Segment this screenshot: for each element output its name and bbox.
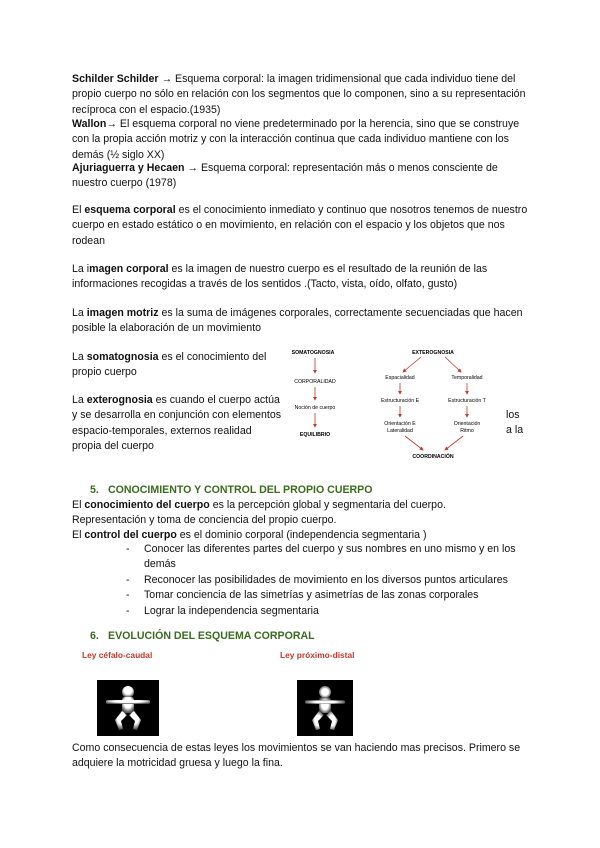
wallon-definition: Wallon→ El esquema corporal no viene predeterminado por la herencia, sino que se construye con la propia acción motriz y con la interacción continua que cada individuo mantiene con los demás (½ siglo XX) — [72, 118, 520, 161]
equilibrio-label: EQUILIBRIO — [299, 432, 331, 438]
section5-p2: Representación y toma de conciencia del propio cuerpo. — [72, 514, 337, 526]
ajuriaguerra-definition: Ajuriaguerra y Hecaen → Esquema corporal: representación más o menos consciente de nuestro cuerpo (1978) — [72, 162, 498, 190]
imagen-term: magen corporal — [89, 263, 169, 275]
nocion-label: Noción de cuerpo — [294, 405, 336, 411]
wallon-name: Wallon — [72, 118, 107, 130]
corporalidad-label: CORPORALIDAD — [294, 379, 336, 385]
esquema-corporal-paragraph: El esquema corporal es el conocimiento inmediato y continuo que nosotros tenemos de nuestro cuerpo en estado estático o en movimiento, en relación con el espacio y los objetos que nos rodean — [72, 204, 528, 247]
arrow-5 — [445, 357, 461, 372]
body-silhouette-icon — [297, 680, 353, 736]
proximo-distal-figure — [297, 680, 353, 736]
temporalidad-label: Temporalidad — [451, 375, 483, 381]
exterognosia-label: EXTEROGNOSIA — [412, 350, 454, 356]
exterognosia-tail-ala: a la — [506, 424, 524, 436]
cefalo-caudal-figure — [97, 680, 159, 736]
somatognosia-label: SOMATOGNOSIA — [291, 350, 335, 356]
estructuracion-e-label: Estructuración E — [380, 398, 420, 404]
coordinacion-label: COORDINACIÓN — [412, 454, 454, 460]
control-list — [126, 542, 526, 619]
motriz-term: imagen motriz — [86, 307, 159, 319]
somatognosia-term: somatognosia — [86, 351, 159, 363]
exterognosia-term: exterognosia — [86, 394, 153, 406]
ritmo-label: Ritmo — [460, 428, 474, 434]
list-item: - Lograr la independencia segmentaria — [126, 604, 526, 619]
proximo-distal-caption: Ley próximo-distal — [280, 650, 355, 660]
conclusion-paragraph: Como consecuencia de estas leyes los movimientos se van haciendo mas precisos. Primero se adquiere la motricidad gruesa y luego la fina. — [72, 742, 521, 770]
arrow-4 — [403, 357, 421, 372]
imagen-motriz-paragraph: La imagen motriz es la suma de imágenes corporales, correctamente secuenciadas que hacen posible la elaboración de un movimiento — [72, 307, 523, 335]
schilder-definition: Schilder Schilder → Esquema corporal: la imagen tridimensional que cada individuo tiene del propio cuerpo no sólo en relación con los segmentos que lo componen, sino a su representación recíproca con el espacio.(1935) — [72, 73, 526, 116]
imagen-corporal-paragraph: La imagen corporal es la imagen de nuestro cuerpo es el resultado de la reunión de las informaciones recogidas a través de los sentidos .(Tacto, vista, oído, olfato, gusto) — [72, 263, 488, 291]
list-item: - Reconocer las posibilidades de movimiento en los diversos puntos articulares — [126, 573, 526, 588]
esquema-term: esquema corporal — [84, 204, 176, 216]
estructuracion-t-label: Estructuración T — [448, 398, 486, 404]
orientacion-e-label: Orientación E — [384, 421, 416, 427]
gnosia-diagram — [285, 345, 505, 465]
lateralidad-label: Lateralidad — [387, 428, 413, 434]
section6-heading: 6. EVOLUCIÓN DEL ESQUEMA CORPORAL — [90, 630, 315, 642]
espacialidad-label: Espacialidad — [385, 375, 415, 381]
list-item: - Conocer las diferentes partes del cuerpo y sus nombres en uno mismo y en los demás — [126, 542, 526, 573]
list-item: - Tomar conciencia de las simetrías y asimetrías de las zonas corporales — [126, 588, 526, 603]
control-term: control del cuerpo — [84, 529, 177, 541]
arrow-11 — [445, 436, 463, 450]
section5-p3: El control del cuerpo es el dominio corporal (independencia segmentaria ) — [72, 529, 427, 541]
section5-heading: 5. CONOCIMIENTO Y CONTROL DEL PROPIO CUERPO — [90, 484, 373, 496]
exterognosia-paragraph: La exterognosia es cuando el cuerpo actúa y se desarrolla en conjunción con elementos espacio-temporales, externos realidad propia del cuerpo — [72, 394, 282, 453]
ajuriaguerra-name: Ajuriaguerra y Hecaen — [72, 162, 185, 174]
arrow-10 — [405, 436, 423, 450]
schilder-name: Schilder Schilder — [72, 73, 159, 85]
exterognosia-tail-los: los — [506, 409, 520, 421]
orientacion-t-label: Orientación — [453, 421, 481, 427]
cefalo-caudal-caption: Ley céfalo-caudal — [82, 650, 153, 660]
somatognosia-paragraph: La somatognosia es el conocimiento del propio cuerpo — [72, 351, 267, 379]
body-silhouette-icon — [97, 680, 159, 736]
conocimiento-term: conocimiento del cuerpo — [84, 499, 210, 511]
section5-p1: El conocimiento del cuerpo es la percepción global y segmentaria del cuerpo. — [72, 499, 446, 511]
